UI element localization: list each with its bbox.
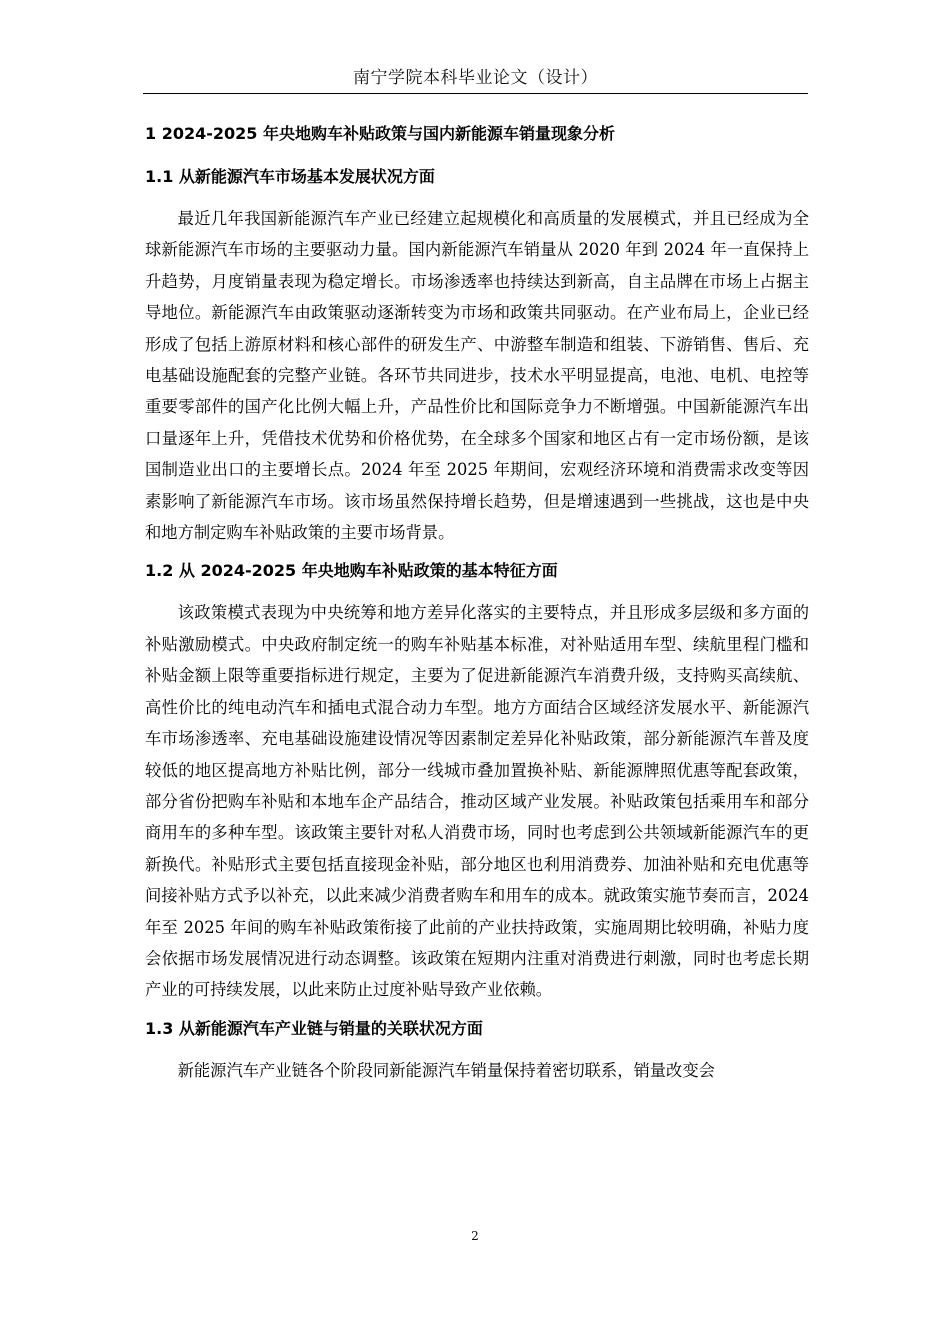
page-body bbox=[145, 118, 809, 1099]
chapter-heading: 1 2024-2025 年央地购车补贴政策与国内新能源车销量现象分析 bbox=[145, 124, 615, 143]
paragraph-1-1: 最近几年我国新能源汽车产业已经建立起规模化和高质量的发展模式，并且已经成为全球新能源汽车市场的主要驱动力量。国内新能源汽车销量从 2020 年到 2024 年一直保持上升趋势，月度销量表现为稳定增长。市场渗透率也持续达到新高，自主品牌在市场上占据主导地位。新能源汽车由政策驱动逐渐转变为市场和政策共同驱动。在产业布局上，企业已经形成了包括上游原材料和核心部件的研发生产、中游整车制造和组装、下游销售、售后、充电基础设施配套的完整产业链。各环节共同进步，技术水平明显提高，电池、电机、电控等重要零部件的国产化比例大幅上升，产品性价比和国际竞争力不断增强。中国新能源汽车出口量逐年上升，凭借技术优势和价格优势，在全球多个国家和地区占有一定市场份额，是该国制造业出口的主要增长点。2024 年至 2025 年期间，宏观经济环境和消费需求改变等因素影响了新能源汽车市场。该市场虽然保持增长趋势，但是增速遇到一些挑战，这也是中央和地方制定购车补贴政策的主要市场背景。 bbox=[145, 209, 809, 543]
paragraph-1-2: 该政策模式表现为中央统筹和地方差异化落实的主要特点，并且形成多层级和多方面的补贴激励模式。中央政府制定统一的购车补贴基本标准，对补贴适用车型、续航里程门槛和补贴金额上限等重要指标进行规定，主要为了促进新能源汽车消费升级，支持购买高续航、高性价比的纯电动汽车和插电式混合动力车型。地方方面结合区域经济发展水平、新能源汽车市场渗透率、充电基础设施建设情况等因素制定差异化补贴政策，部分新能源汽车普及度较低的地区提高地方补贴比例，部分一线城市叠加置换补贴、新能源牌照优惠等配套政策，部分省份把购车补贴和本地车企产品结合，推动区域产业发展。补贴政策包括乘用车和部分商用车的多种车型。该政策主要针对私人消费市场，同时也考虑到公共领域新能源汽车的更新换代。补贴形式主要包括直接现金补贴，部分地区也利用消费券、加油补贴和充电优惠等间接补贴方式予以补充，以此来减少消费者购车和用车的成本。就政策实施节奏而言，2024 年至 2025 年间的购车补贴政策衔接了此前的产业扶持政策，实施周期比较明确，补贴力度会依据市场发展情况进行动态调整。该政策在短期内注重对消费进行刺激，同时也考虑长期产业的可持续发展，以此来防止过度补贴导致产业依赖。 bbox=[145, 603, 809, 1000]
section-heading-1-2: 1.2 从 2024-2025 年央地购车补贴政策的基本特征方面 bbox=[145, 561, 558, 581]
section-heading-1-3: 1.3 从新能源汽车产业链与销量的关联状况方面 bbox=[145, 1018, 483, 1038]
section-heading-1-1: 1.1 从新能源汽车市场基本发展状况方面 bbox=[145, 167, 435, 186]
page-number: 2 bbox=[471, 1229, 479, 1243]
header-divider bbox=[143, 93, 808, 94]
paragraph-1-3: 新能源汽车产业链各个阶段同新能源汽车销量保持着密切联系，销量改变会 bbox=[177, 1060, 715, 1080]
page-header: 南宁学院本科毕业论文（设计） bbox=[353, 68, 598, 88]
